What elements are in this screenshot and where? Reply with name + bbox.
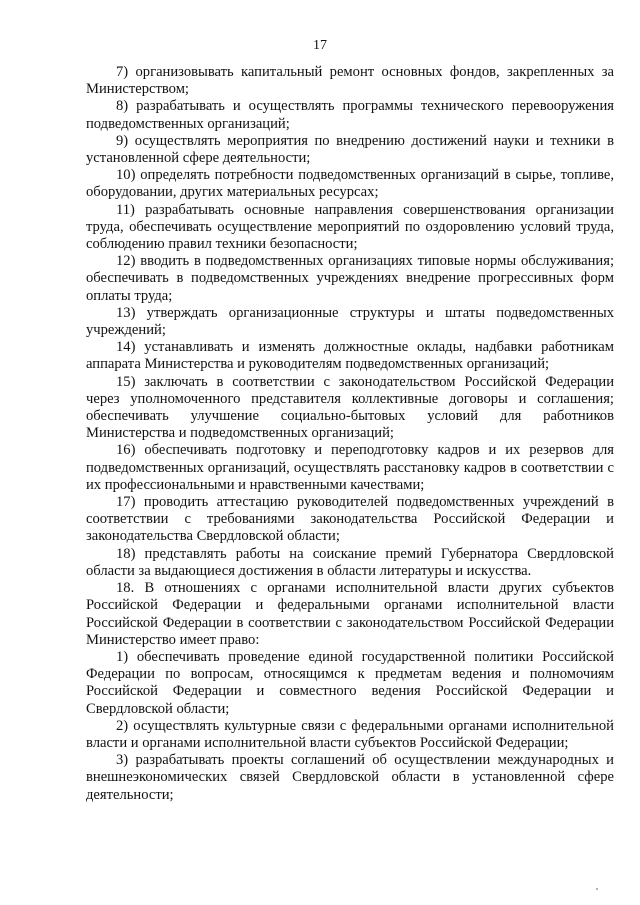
paragraph-item-8: 8) разрабатывать и осуществлять программы технического перевооружения подведомственных организаций;: [86, 98, 614, 132]
paragraph-item-17: 17) проводить аттестацию руководителей подведомственных учреждений в соответствии с требованиями законодательства Российской Федерации и законодательства Свердловской области;: [86, 494, 614, 545]
paragraph-item-14: 14) устанавливать и изменять должностные оклады, надбавки работникам аппарата Министерства и руководителям подведомственных организаций;: [86, 339, 614, 373]
paragraph-item-12: 12) вводить в подведомственных организациях типовые нормы обслуживания; обеспечивать в подведомственных учреждениях внедрение прогрессивных форм оплаты труда;: [86, 253, 614, 304]
paragraph-item-11: 11) разрабатывать основные направления совершенствования организации труда, обеспечивать осуществление мероприятий по оздоровлению условий труда, соблюдению правил техники безопасности;: [86, 201, 614, 253]
paragraph-item-16: 16) обеспечивать подготовку и переподготовку кадров и их резервов для подведомственных организаций, осуществлять расстановку кадров в соответствии с их профессиональными и нравственными качествами;: [86, 442, 614, 493]
paragraph-item-7: 7) организовывать капитальный ремонт основных фондов, закрепленных за Министерством;: [86, 64, 614, 98]
document-body: [86, 64, 614, 804]
paragraph-item-9: 9) осуществлять мероприятия по внедрению достижений науки и техники в установленной сфере деятельности;: [86, 132, 614, 167]
section-18-heading: 18. В отношениях с органами исполнительной власти других субъектов Российской Федерации и федеральными органами исполнительной власти Российской Федерации в соответствии с законодательством Российской Федерации Министерство имеет право:: [86, 580, 614, 648]
page-number: 17: [313, 38, 327, 53]
paragraph-item-18: 18) представлять работы на соискание премий Губернатора Свердловской области за выдающиеся достижения в области литературы и искусства.: [86, 545, 614, 579]
paragraph-item-13: 13) утверждать организационные структуры и штаты подведомственных учреждений;: [86, 304, 614, 339]
scan-speck: [596, 888, 598, 890]
paragraph-item-10: 10) определять потребности подведомственных организаций в сырье, топливе, оборудовании, других материальных ресурсах;: [86, 167, 614, 201]
paragraph-subitem-2: 2) осуществлять культурные связи с федеральными органами исполнительной власти и органами исполнительной власти субъектов Российской Федерации;: [86, 717, 614, 751]
paragraph-subitem-3: 3) разрабатывать проекты соглашений об осуществлении международных и внешнеэкономических связей Свердловской области в установленной сфере деятельности;: [86, 752, 614, 803]
paragraph-subitem-1: 1) обеспечивать проведение единой государственной политики Российской Федерации по вопросам, относящимся к предметам ведения и полномочиям Российской Федерации и совместного ведения Российской Федерации и Свердловской области;: [86, 648, 614, 717]
paragraph-item-15: 15) заключать в соответствии с законодательством Российской Федерации через уполномоченного представителя коллективные договоры и соглашения; обеспечивать улучшение социально-бытовых условий для работников Министерства и подведомственных организаций;: [86, 373, 614, 442]
